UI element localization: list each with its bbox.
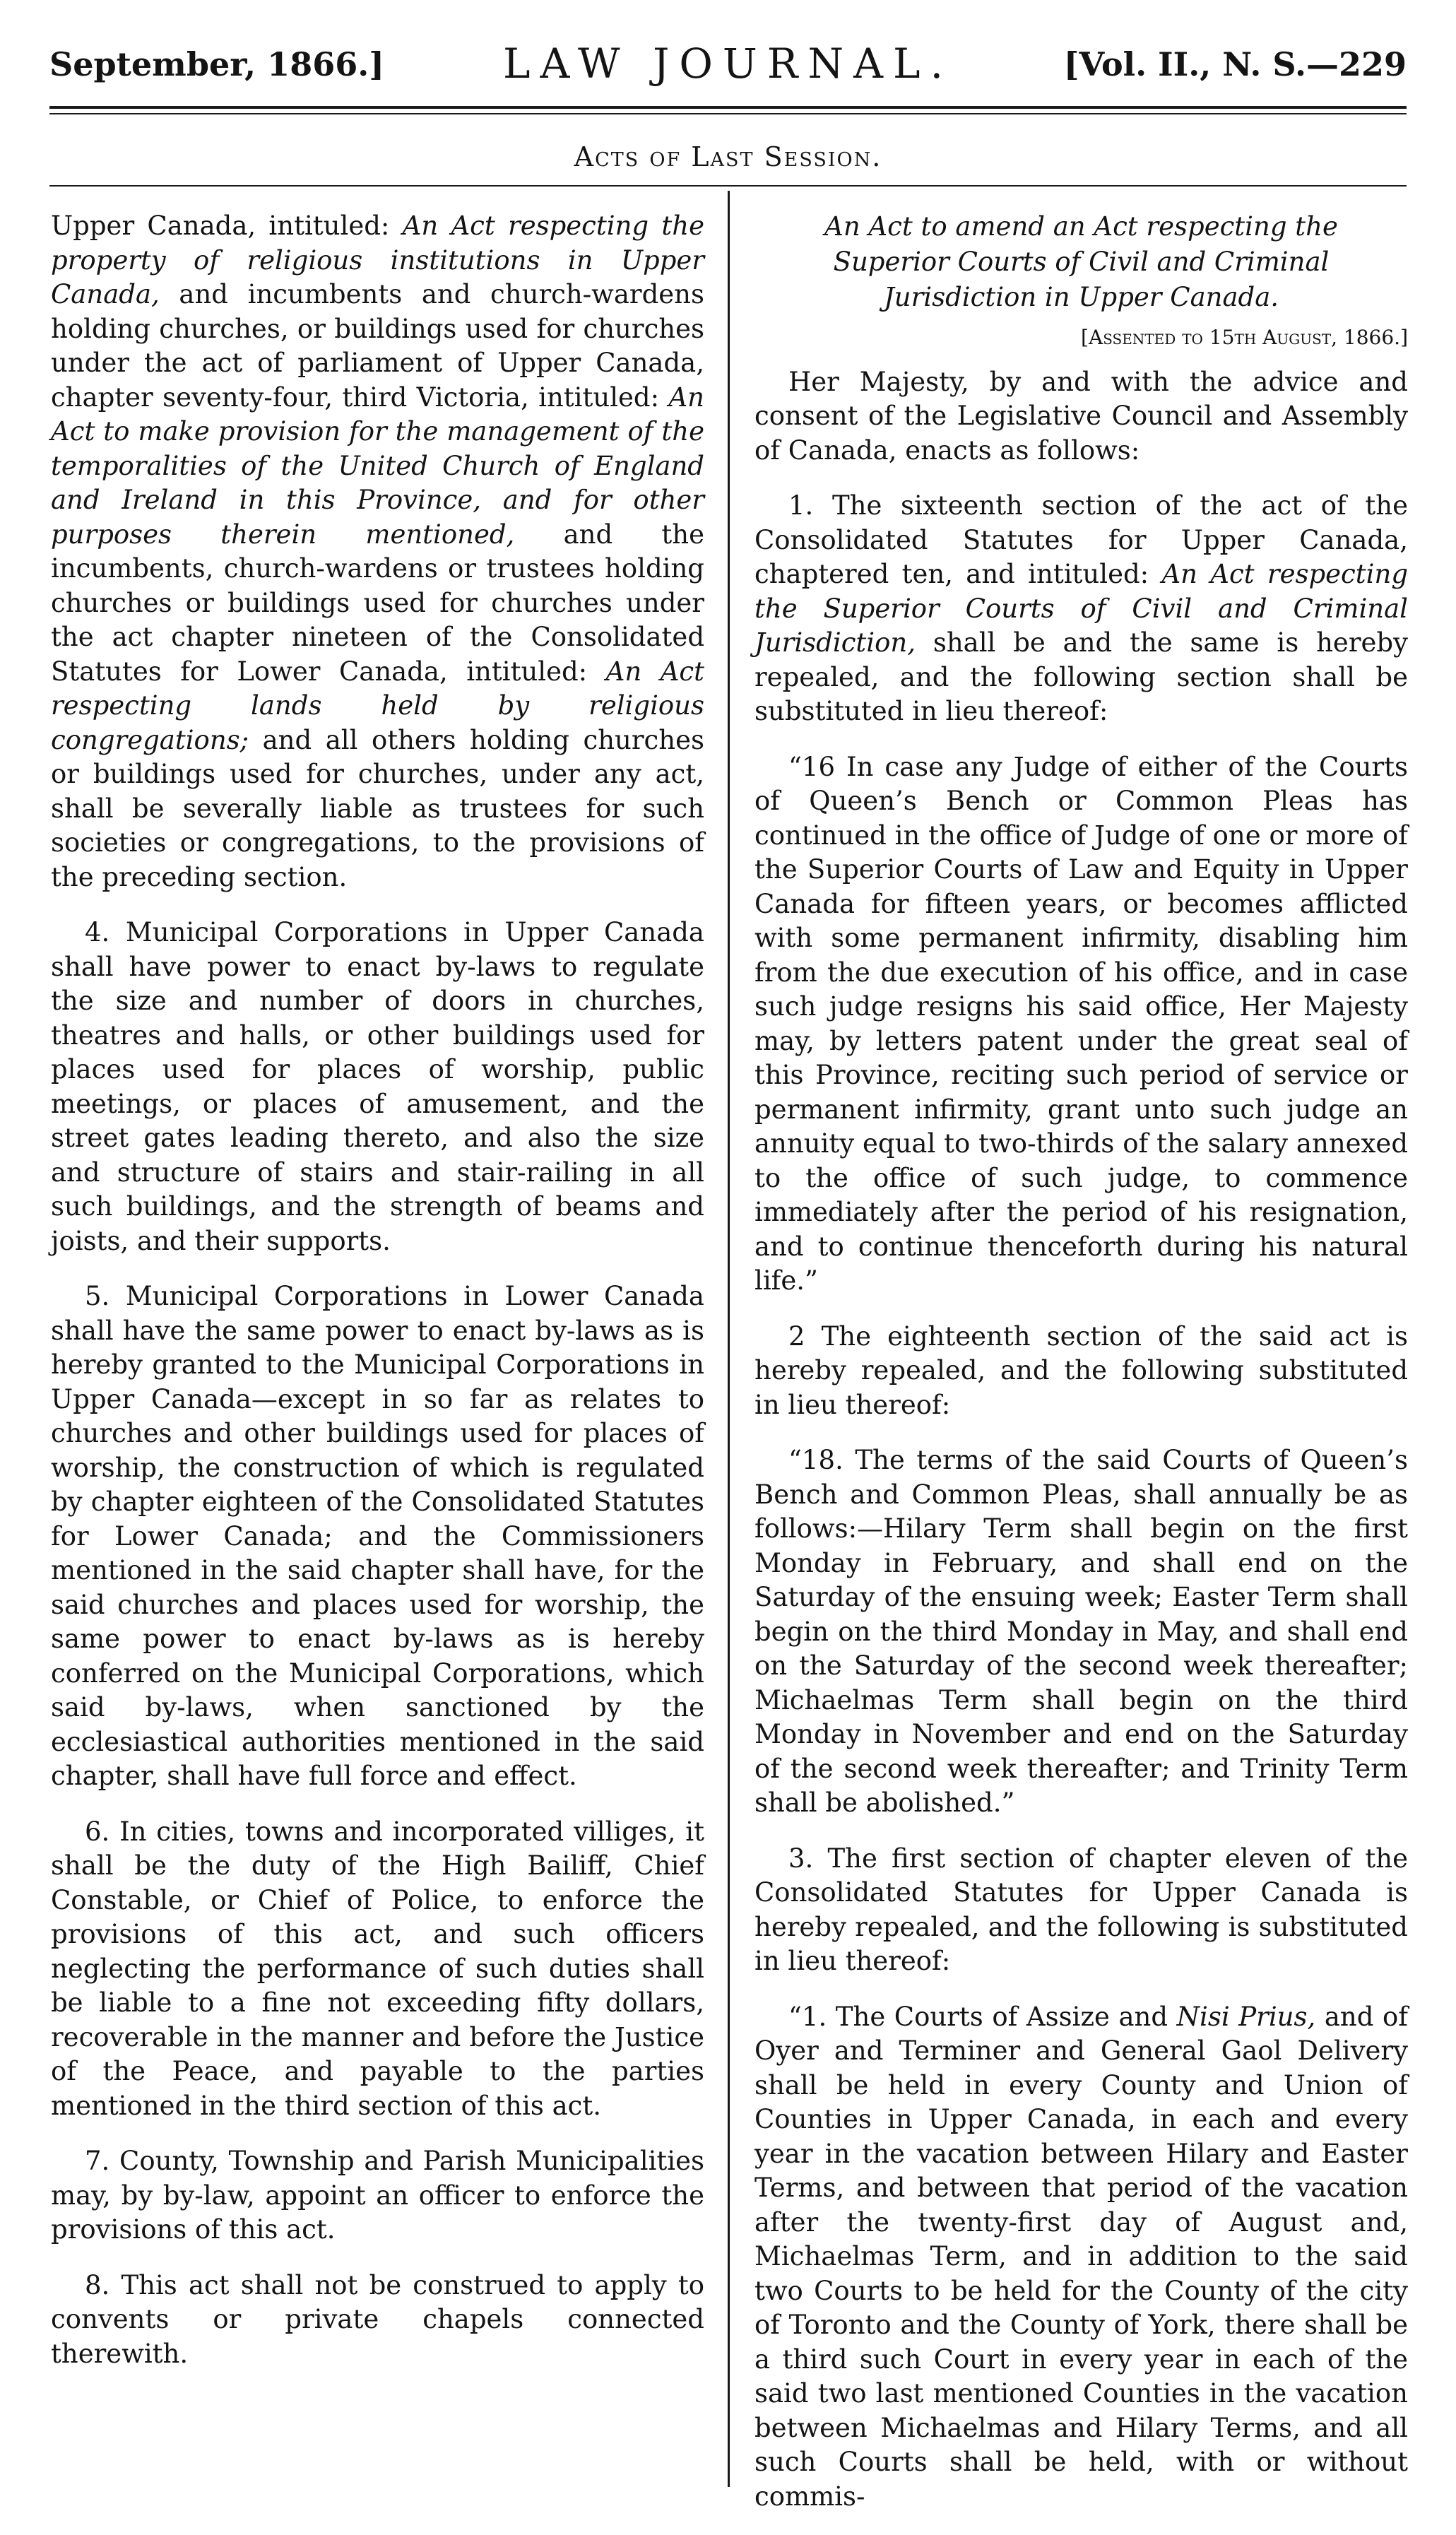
section-2: 2 The eighteenth section of the said act is hereby repealed, and the following substituted in lieu thereof:: [754, 1320, 1408, 1420]
section-title: Acts of Last Session.: [574, 141, 882, 172]
section-6: 6. In cities, towns and incorporated villiges, it shall be the duty of the High Bailiff, Chief Constable, or Chief of Police, to enforce the provisions of this act, and such officers neglecting the performance of such duties shall be liable to a fine not exceeding fifty dollars, recoverable in the manner and before the Justice of the Peace, and payable to the parties mentioned in the third section of this act.: [51, 1816, 704, 2121]
header-rule-thick: [49, 106, 1407, 109]
paragraph-continued: Upper Canada, intituled: An Act respecting the property of religious institutions in Upper Canada, and incumbents and church-wardens holding churches, or buildings used for churches under the act of parliament of Upper Canada, chapter seventy-four, third Victoria, intituled: An Act to make provision for the management of the temporalities of the United Church of England and Ireland in this Province, and for other purposes therein mentioned, and the incumbents, church-wardens or trustees holding churches or buildings used for churches under the act chapter nineteen of the Consolidated Statutes for Lower Canada, intituled: An Act respecting lands held by religious congregations; and all others holding churches or buildings used for churches, under any act, shall be severally liable as trustees for such societies or congregations, to the provisions of the preceding section.: [51, 211, 705, 892]
act-reference: An Act to make provision for the management of the temporalities of the United Church of England and Ireland in this Province, and for other purposes therein mentioned,: [51, 382, 704, 550]
enacting-clause: Her Majesty, by and with the advice and consent of the Legislative Council and Assembly of Canada, enacts as follows:: [754, 366, 1408, 466]
running-header: [49, 35, 1407, 92]
right-column: [754, 209, 1408, 2535]
assent-date: [Assented to 15th August, 1866.]: [1081, 326, 1408, 349]
act-reference: An Act respecting the property of religious institutions in Upper Canada,: [51, 211, 704, 309]
section-1: 1. The sixteenth section of the act of the Consolidated Statutes for Upper Canada, chaptered ten, and intituled: An Act respecting the Superior Courts of Civil and Criminal Jurisdiction, shall be and the same is hereby repealed, and the following section shall be substituted in lieu thereof:: [754, 490, 1409, 726]
section-rule: [49, 185, 1407, 187]
left-column: [51, 209, 704, 2392]
act-reference: An Act respecting lands held by religious congregations;: [51, 656, 705, 755]
header-volume-page: [Vol. II., N. S.—229: [1063, 45, 1407, 83]
quoted-section-18: “18. The terms of the said Courts of Queen’s Bench and Common Pleas, shall annually be as follows:—Hilary Term shall begin on the first Monday in February, and shall end on the Saturday of the ensuing week; Easter Term shall begin on the third Monday in May, and shall end on the Saturday of the second week thereafter; Michaelmas Term shall begin on the third Monday in November and end on the Saturday of the second week thereafter; and Trinity Term shall be abolished.”: [754, 1445, 1408, 1818]
section-5: 5. Municipal Corporations in Lower Canada shall have the same power to enact by-laws as is hereby granted to the Municipal Corporations in Upper Canada—except in so far as relates to churches and other buildings used for places of worship, the construction of which is regulated by chapter eighteen of the Consolidated Statutes for Lower Canada; and the Commissioners mentioned in the said chapter shall have, for the said churches and places used for worship, the same power to enact by-laws as is hereby conferred on the Municipal Corporations, which said by-laws, when sanctioned by the ecclesiastical authorities mentioned in the said chapter, shall have full force and effect.: [51, 1281, 704, 1791]
section-4: 4. Municipal Corporations in Upper Canada shall have power to enact by-laws to regulate the size and number of doors in churches, theatres and halls, or other buildings used for places used for places of worship, public meetings, or places of amusement, and the street gates leading thereto, and also the size and structure of stairs and stair-railing in all such buildings, and the strength of beams and joists, and their supports.: [51, 917, 704, 1256]
section-8: 8. This act shall not be construed to apply to convents or private chapels connected therewith.: [51, 2269, 704, 2369]
header-rule-thin: [49, 113, 1407, 114]
quoted-section-1: “1. The Courts of Assize and Nisi Prius, and of Oyer and Terminer and General Gaol Delivery shall be held in every County and Union of Counties in Upper Canada, in each and every year in the vacation between Hilary and Easter Terms, and between that period of the vacation after the twenty-first day of August and, Michaelmas Term, and in addition to the said two Courts to be held for the County of the city of Toronto and the County of York, there shall be a third such Court in every year in each of the said two last mentioned Counties in the vacation between Michaelmas and Hilary Terms, and all such Courts shall be held, with or without commis-: [754, 2001, 1408, 2512]
section-3: 3. The first section of chapter eleven of the Consolidated Statutes for Upper Canada is hereby repealed, and the following is substituted in lieu thereof:: [754, 1843, 1408, 1976]
act-title: An Act to amend an Act respecting the Superior Courts of Civil and Criminal Jurisdiction in Upper Canada.: [824, 211, 1338, 312]
section-7: 7. County, Township and Parish Municipalities may, by by-law, appoint an officer to enforce the provisions of this act.: [51, 2146, 704, 2245]
quoted-section-16: “16 In case any Judge of either of the Courts of Queen’s Bench or Common Pleas has continued in the office of Judge of one or more of the Superior Courts of Law and Equity in Upper Canada for fifteen years, or becomes afflicted with some permanent infirmity, disabling him from the due execution of his office, and in case such judge resigns his said office, Her Majesty may, by letters patent under the great seal of this Province, reciting such period of service or permanent infirmity, grant unto such judge an annuity equal to two-thirds of the salary annexed to the office of such judge, to commence immediately after the period of his resignation, and to continue thenceforth during his natural life.”: [754, 751, 1408, 1296]
column-divider: [728, 191, 730, 2487]
header-date: September, 1866.]: [49, 45, 384, 83]
latin-term: Nisi Prius,: [1176, 2001, 1316, 2032]
header-journal-title: LAW JOURNAL.: [502, 40, 954, 88]
act-reference: An Act respecting the Superior Courts of Civil and Criminal Jurisdiction,: [754, 559, 1409, 658]
